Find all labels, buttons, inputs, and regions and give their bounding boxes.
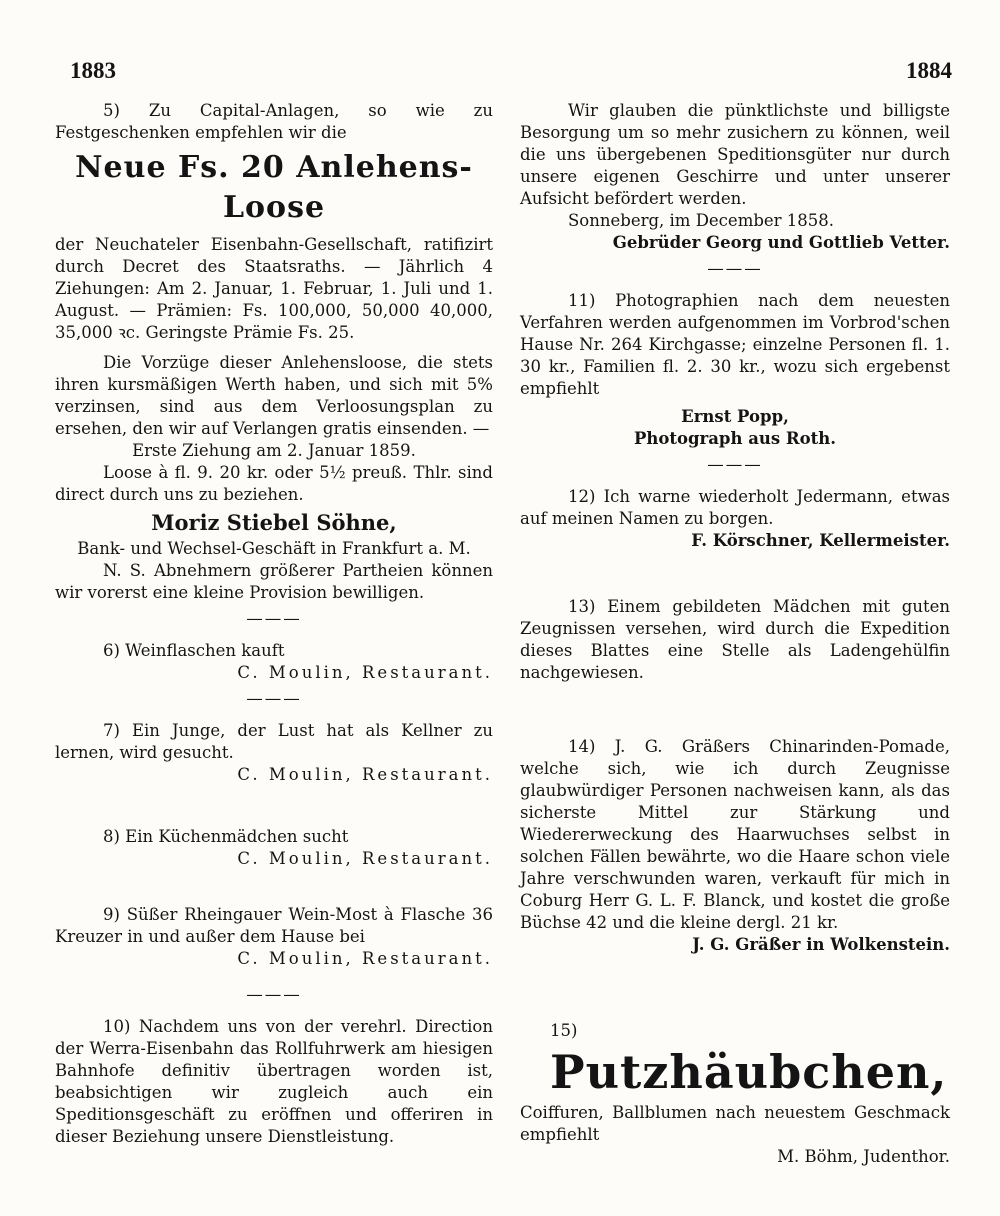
ad6-text: 6) Weinflaschen kauft (103, 641, 285, 660)
ad5-draw: Erste Ziehung am 2. Januar 1859. (132, 441, 416, 460)
ad6-sign: C. Moulin, Restaurant. (237, 663, 493, 682)
ad5-ns: N. S. Abnehmern größerer Partheien können wir vorerst eine kleine Provision bewilligen. (55, 561, 493, 602)
ad15-headline-row (550, 1020, 950, 1102)
ad12-sign: F. Körschner, Kellermeister. (691, 531, 950, 550)
ad5-body2: Die Vorzüge dieser Anlehensloose, die stets ihren kursmäßigen Werth haben, und sich mit 5% verzinsen, sind aus dem Verloosungsplan zu ersehen, den wir auf Verlangen gratis einsenden. — (55, 353, 493, 438)
ad9-text: 9) Süßer Rheingauer Wein-Most à Flasche 36 Kreuzer in und außer dem Hause bei (55, 905, 493, 946)
ad15-number: 15) (550, 1021, 578, 1040)
page-number-left: 1883 (70, 58, 116, 83)
separator: ——— (246, 609, 302, 628)
ad14-text: 14) J. G. Gräßers Chinarinden-Pomade, welche sich, wie ich durch Zeugnisse glaubwürdiger Personen nachweisen kann, als das sicherste Mittel zur Stärkung und Wiedererweckung des Haarwuchses selbst in solchen Fällen bewährte, wo die Haare schon viele Jahre verschwunden waren, verkauft für mich in Coburg Herr G. L. F. Blanck, und kostet die große Büchse 42 und die kleine dergl. 21 kr. (520, 737, 950, 932)
separator: ——— (246, 689, 302, 708)
ad5-headline: Neue Fs. 20 Anlehens-Loose (75, 150, 473, 225)
ad5-price: Loose à fl. 9. 20 kr. oder 5½ preuß. Thlr. sind direct durch uns zu beziehen. (55, 463, 493, 504)
separator: ——— (707, 455, 763, 474)
ad5-body: der Neuchateler Eisenbahn-Gesellschaft, ratifizirt durch Decret des Staatsraths. — Jährlich 4 Ziehungen: Am 2. Januar, 1. Februar, 1. Juli und 1. August. — Prämien: Fs. 100,000, 50,000 40,000, 35,000 ꝛc. Geringste Prämie Fs. 25. (55, 235, 493, 342)
ad11-sign1: Ernst Popp, (681, 407, 789, 426)
ad11-text: 11) Photographien nach dem neuesten Verfahren werden aufgenommen im Vorbrod'schen Hause Nr. 264 Kirchgasse; einzelne Personen fl. 1. 30 kr., Familien fl. 2. 30 kr., wozu sich ergebenst empfiehlt (520, 291, 950, 398)
ad15-text: Coiffuren, Ballblumen nach neuestem Geschmack empfiehlt (520, 1103, 950, 1144)
ad7-text: 7) Ein Junge, der Lust hat als Kellner zu lernen, wird gesucht. (55, 721, 493, 762)
ad15-sign: M. Böhm, Judenthor. (777, 1147, 950, 1166)
ad14-sign: J. G. Gräßer in Wolkenstein. (692, 935, 950, 954)
ad10-text: 10) Nachdem uns von der verehrl. Direction der Werra-Eisenbahn das Rollfuhrwerk am hiesigen Bahnhofe definitiv übertragen worden ist, beabsichtigen wir zugleich auch ein Speditionsgeschäft zu eröffnen und offeriren in dieser Beziehung unsere Dienstleistung. (55, 1017, 493, 1146)
ad10-cont-place: Sonneberg, im December 1858. (568, 211, 835, 230)
ad8-text: 8) Ein Küchenmädchen sucht (103, 827, 349, 846)
ad11-sign2: Photograph aus Roth. (633, 429, 837, 448)
ad10-cont-sign: Gebrüder Georg und Gottlieb Vetter. (612, 233, 950, 252)
left-column (55, 100, 493, 1148)
ad10-cont-text: Wir glauben die pünktlichste und billigste Besorgung um so mehr zusichern zu können, weil die uns übergebenen Speditionsgüter nur durch unsere eigenen Geschirre und unter unserer Aufsicht befördert werden. (520, 101, 950, 208)
right-column (520, 100, 950, 1168)
ad5-firm-sub: Bank- und Wechsel-Geschäft in Frankfurt a. M. (77, 539, 471, 558)
separator: ——— (707, 259, 763, 278)
ad5-firm: Moriz Stiebel Söhne, (151, 510, 397, 535)
ad5-intro: 5) Zu Capital-Anlagen, so wie zu Festgeschenken empfehlen wir die (55, 101, 493, 142)
ad7-sign: C. Moulin, Restaurant. (237, 765, 493, 784)
page-number-right: 1884 (906, 58, 952, 83)
separator: ——— (246, 985, 302, 1004)
ad13-text: 13) Einem gebildeten Mädchen mit guten Zeugnissen versehen, wird durch die Expedition dieses Blattes eine Stelle als Ladengehülfin nachgewiesen. (520, 597, 950, 682)
ad15-headline: Putzhäubchen, (550, 1045, 948, 1099)
ad9-sign: C. Moulin, Restaurant. (237, 949, 493, 968)
ad12-text: 12) Ich warne wiederholt Jedermann, etwas auf meinen Namen zu borgen. (520, 487, 950, 528)
ad8-sign: C. Moulin, Restaurant. (237, 849, 493, 868)
